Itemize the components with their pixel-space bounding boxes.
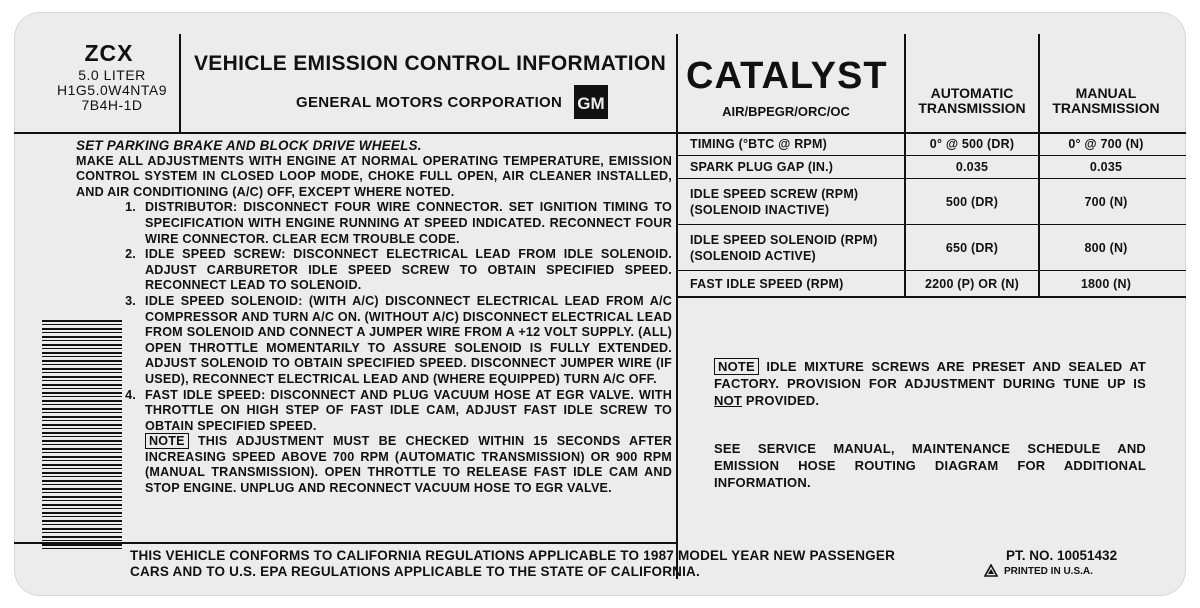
instructions [76, 138, 672, 497]
step-text: IDLE SPEED SCREW: DISCONNECT ELECTRICAL LEAD FROM IDLE SOLENOID. ADJUST CARBURETOR IDLE SPEED SCREW TO OBTAIN SPECIFIED SPEED. RECONNECT LEAD TO SOLENOID. [145, 247, 672, 293]
auto-column-header-line2: TRANSMISSION [918, 100, 1026, 116]
engine-family: H1G5.0W4NTA9 [57, 82, 167, 98]
spec-label-idle-screw-line2: (SOLENOID INACTIVE) [690, 203, 830, 217]
spec-label-fast-idle: FAST IDLE SPEED (RPM) [690, 277, 844, 291]
divider [678, 155, 1186, 156]
note-label: NOTE [145, 433, 189, 449]
divider [678, 224, 1186, 225]
divider [14, 132, 1186, 134]
step-number: 1. [125, 200, 136, 215]
barcode [42, 320, 122, 552]
spec-label-idle-solenoid-line1: IDLE SPEED SOLENOID (RPM) [690, 233, 878, 247]
spec-label-idle-screw [690, 186, 858, 218]
step-number: 3. [125, 293, 136, 308]
calibration-code: 7B4H-1D [81, 97, 143, 113]
label-title: VEHICLE EMISSION CONTROL INFORMATION [194, 52, 667, 75]
spec-manual-timing: 0° @ 700 (N) [1068, 137, 1144, 151]
step-text: FAST IDLE SPEED: DISCONNECT AND PLUG VACUUM HOSE AT EGR VALVE. WITH THROTTLE ON HIGH STEP OF FAST IDLE CAM, ADJUST FAST IDLE SCREW TO OBTAIN SPECIFIED SPEED. [145, 387, 672, 433]
auto-column-header [906, 86, 1038, 116]
spec-manual-fast-idle: 1800 (N) [1080, 277, 1132, 291]
divider [14, 542, 676, 544]
step-number: 4. [125, 387, 136, 402]
spec-auto-idle-screw: 500 (DR) [945, 195, 999, 209]
note-text: IDLE MIXTURE SCREWS ARE PRESET AND SEALED AT FACTORY. PROVISION FOR ADJUSTMENT DURING TUNE UP IS [714, 359, 1146, 391]
recycle-icon-graphic [984, 564, 998, 578]
engine-size: 5.0 LITER [78, 67, 146, 83]
step-3 [76, 294, 672, 388]
step-text: DISTRIBUTOR: DISCONNECT FOUR WIRE CONNECTOR. SET IGNITION TIMING TO SPECIFICATION WITH ENGINE RUNNING AT SPEED INDICATED. RECONNECT FOUR WIRE CONNECTOR. CLEAR ECM TROUBLE CODE. [145, 200, 672, 246]
idle-mixture-note [714, 358, 1146, 409]
catalyst-title: CATALYST [686, 55, 888, 97]
manual-column-header [1040, 86, 1172, 116]
engine-code: ZCX [84, 40, 134, 66]
compliance-line-1: THIS VEHICLE CONFORMS TO CALIFORNIA REGULATIONS APPLICABLE TO 1987 MODEL YEAR NEW PASSENGER [130, 548, 896, 563]
service-manual-note: SEE SERVICE MANUAL, MAINTENANCE SCHEDULE AND EMISSION HOSE ROUTING DIAGRAM FOR ADDITIONAL INFORMATION. [714, 441, 1146, 490]
printed-in: PRINTED IN U.S.A. [1004, 566, 1093, 577]
instructions-heading: SET PARKING BRAKE AND BLOCK DRIVE WHEELS. [76, 138, 422, 153]
step-number: 2. [125, 247, 136, 262]
auto-column-header-line1: AUTOMATIC [930, 85, 1014, 101]
emission-label [14, 12, 1186, 596]
manual-column-header-line1: MANUAL [1075, 85, 1137, 101]
divider [678, 178, 1186, 179]
instructions-intro: MAKE ALL ADJUSTMENTS WITH ENGINE AT NORMAL OPERATING TEMPERATURE, EMISSION CONTROL SYSTEM IN CLOSED LOOP MODE, CHOKE FULL OPEN, AIR CLEANER INSTALLED, AND AIR CONDITIONING (A/C) OFF, EXCEPT WHERE NOTED. [76, 153, 672, 199]
spec-label-idle-solenoid [690, 232, 878, 264]
spec-auto-idle-solenoid: 650 (DR) [945, 241, 999, 255]
step-4 [76, 388, 672, 497]
step-1 [76, 200, 672, 247]
spec-label-idle-solenoid-line2: (SOLENOID ACTIVE) [690, 249, 816, 263]
step-text: IDLE SPEED SOLENOID: (WITH A/C) DISCONNECT ELECTRICAL LEAD FROM A/C COMPRESSOR AND TURN A/C ON. (WITHOUT A/C) DISCONNECT ELECTRICAL LEAD FROM SOLENOID AND CONNECT A JUMPER WIRE FROM A +12 VOLT SUPPLY. (ALL) OPEN THROTTLE MOMENTARILY TO ASSURE SOLENOID IS FULLY EXTENDED. ADJUST SOLENOID TO OBTAIN SPECIFIED SPEED. DISCONNECT JUMPER WIRE (IF USED), RECONNECT ELECTRICAL LEAD AND (WHERE EQUIPPED) TURN A/C OFF. [145, 293, 672, 386]
manufacturer: GENERAL MOTORS CORPORATION [296, 94, 563, 111]
part-number: PT. NO. 10051432 [1006, 548, 1118, 563]
step-4-body [145, 388, 672, 497]
spec-manual-idle-solenoid: 800 (N) [1084, 241, 1128, 255]
spec-auto-spark-gap: 0.035 [955, 160, 989, 174]
divider [678, 270, 1186, 271]
recycle-icon [984, 564, 998, 578]
manual-column-header-line2: TRANSMISSION [1052, 100, 1160, 116]
spec-auto-fast-idle: 2200 (P) OR (N) [925, 277, 1019, 291]
divider [179, 34, 181, 133]
fast-idle-note [145, 434, 672, 496]
divider [676, 34, 678, 579]
compliance-line-2: CARS AND TO U.S. EPA REGULATIONS APPLICABLE TO THE STATE OF CALIFORNIA. [130, 564, 700, 579]
spec-manual-spark-gap: 0.035 [1089, 160, 1123, 174]
divider [678, 296, 1186, 298]
spec-label-idle-screw-line1: IDLE SPEED SCREW (RPM) [690, 187, 859, 201]
compliance-statement [130, 548, 990, 580]
note-label: NOTE [714, 358, 759, 375]
spec-label-timing: TIMING (°BTC @ RPM) [690, 137, 827, 151]
note-text-end: PROVIDED. [745, 393, 820, 408]
step-2 [76, 247, 672, 294]
emission-systems: AIR/BPEGR/ORC/OC [722, 104, 850, 119]
note-emphasis: NOT [714, 393, 743, 408]
note-text: THIS ADJUSTMENT MUST BE CHECKED WITHIN 15 SECONDS AFTER INCREASING SPEED ABOVE 700 RPM (AUTOMATIC TRANSMISSION) OR 900 RPM (MANUAL TRANSMISSION). OPEN THROTTLE TO RELEASE FAST IDLE CAM AND STOP ENGINE. UNPLUG AND RECONNECT VACUUM HOSE TO EGR VALVE. [145, 434, 672, 496]
gm-logo: GM [574, 85, 608, 119]
spec-manual-idle-screw: 700 (N) [1084, 195, 1128, 209]
spec-auto-timing: 0° @ 500 (DR) [929, 137, 1015, 151]
spec-label-spark-gap: SPARK PLUG GAP (IN.) [690, 160, 834, 174]
